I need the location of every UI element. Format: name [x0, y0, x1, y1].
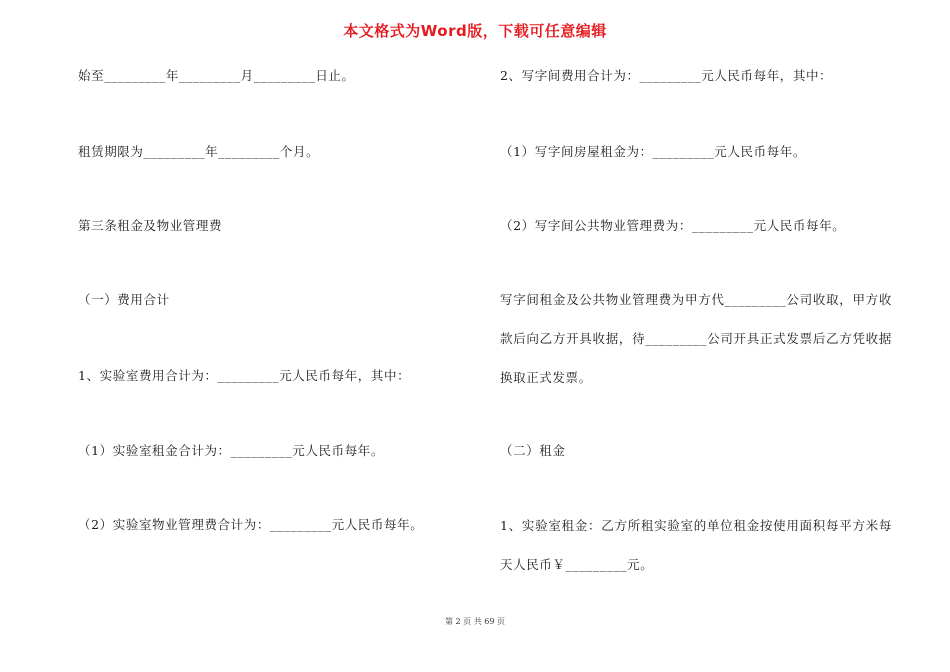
lab-total-cost-line: 1、实验室费用合计为：_________元人民币每年，其中： — [78, 368, 411, 383]
office-total-cost-line: 2、写字间费用合计为：_________元人民币每年，其中： — [500, 68, 833, 83]
office-public-fee-line: （2）写字间公共物业管理费为：_________元人民币每年。 — [500, 218, 846, 233]
lease-term-line: 租赁期限为_________年_________个月。 — [78, 144, 320, 159]
page-number-footer: 第 2 页 共 69 页 — [445, 617, 505, 626]
fee-collection-paragraph: 写字间租金及公共物业管理费为甲方代_________公司收取，甲方收款后向乙方开具收据，待_________公司开具正式发票后乙方凭收据换取正式发票。 — [500, 292, 892, 385]
office-rent-line: （1）写字间房屋租金为：_________元人民币每年。 — [500, 144, 807, 159]
section-rent-heading: （二）租金 — [500, 443, 566, 458]
article-three-heading: 第三条租金及物业管理费 — [78, 218, 223, 233]
lab-rent-total-line: （1）实验室租金合计为：_________元人民币每年。 — [78, 443, 385, 458]
section-total-cost-heading: （一）费用合计 — [78, 292, 170, 307]
editable-word-banner: 本文格式为Word版，下载可任意编辑 — [343, 22, 607, 40]
lab-property-fee-line: （2）实验室物业管理费合计为：_________元人民币每年。 — [78, 517, 424, 532]
lease-start-end-line: 始至_________年_________月_________日止。 — [78, 68, 355, 83]
lab-rent-rate-paragraph: 1、实验室租金：乙方所租实验室的单位租金按使用面积每平方米每天人民币￥_________元。 — [500, 518, 892, 572]
